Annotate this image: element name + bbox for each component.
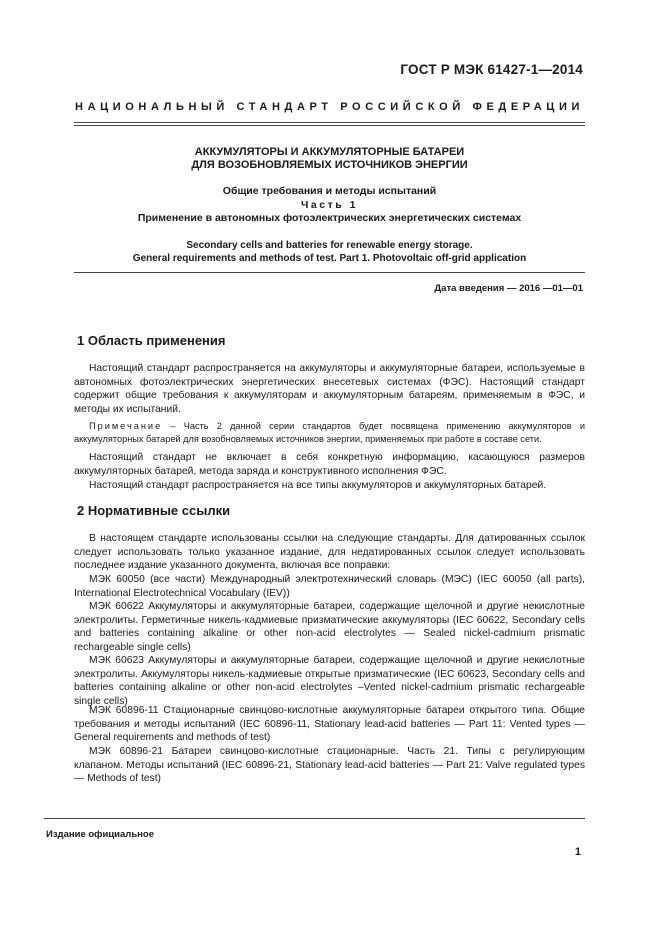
- subtitle-line3: Применение в автономных фотоэлектрических энергетических системах: [137, 212, 522, 224]
- main-title-line2: ДЛЯ ВОЗОБНОВЛЯЕМЫХ ИСТОЧНИКОВ ЭНЕРГИИ: [191, 159, 468, 171]
- standard-code: ГОСТ Р МЭК 61427-1—2014: [400, 62, 583, 77]
- english-title-line2: General requirements and methods of test. Part 1. Photovoltaic off-grid application: [132, 253, 527, 264]
- section1-paragraph-2: Настоящий стандарт не включает в себя конкретную информацию, касающуюся размеров аккумуляторных батарей, метода заряда и конструктивного исполнения ФЭС.: [74, 452, 585, 477]
- page-number: 1: [574, 846, 581, 858]
- section1-heading: 1 Область применения: [77, 333, 226, 348]
- normative-reference-iec-60622: МЭК 60622 Аккумуляторы и аккумуляторные батареи, содержащие щелочной и другие некислотные электролиты. Герметичные никель-кадмиевые призматические аккумуляторы (IEC 60622, Secondary cells and batteries containing alkaline or other non-acid electrolytes — Sealed nickel-cadmium prismatic rechargeable single cells): [74, 601, 585, 653]
- section1-paragraph-1: Настоящий стандарт распространяется на аккумуляторы и аккумуляторные батареи, используемые в автономных фотоэлектрических энергетических внесетевых системах (ФЭС). Настоящий стандарт содержит общие требования к аккумуляторам и аккумуляторным батареям, применяемым в ФЭС, и методы их испытаний.: [74, 363, 585, 415]
- section2-paragraph-1: В настоящем стандарте использованы ссылки на следующие стандарты. Для датированных ссылок следует использовать только указанное издание, для недатированных ссылок следует использовать последнее издание указанного документа, включая все поправки:: [74, 533, 585, 572]
- subtitle-part: Часть 1: [301, 198, 358, 211]
- header-rule-top: [74, 122, 585, 123]
- subtitle: [74, 185, 585, 226]
- normative-reference-iec-60623: МЭК 60623 Аккумуляторы и аккумуляторные батареи, содержащие щелочной и другие некислотные электролиты. Аккумуляторы никель-кадмиевые открытые призматические (IEC 60623, Secondary cells and batteries containing alkaline or other non-acid electrolytes –Vented nickel-cadmium prismatic rechargeable single cells): [74, 655, 585, 707]
- section2-heading: 2 Нормативные ссылки: [77, 503, 231, 518]
- introduction-date: Дата введения — 2016 —01—01: [434, 283, 583, 294]
- main-title-line1: АККУМУЛЯТОРЫ И АККУМУЛЯТОРНЫЕ БАТАРЕИ: [194, 146, 465, 158]
- english-title-line1: Secondary cells and batteries for renewable energy storage.: [186, 240, 473, 251]
- main-title: [74, 146, 585, 172]
- note-text: – Часть 2 данной серии стандартов будет посвящена применению аккумуляторов и аккумуляторных батарей для возобновляемых источников энергии, применяемых при работе в составе сети.: [74, 421, 585, 444]
- title-rule: [74, 272, 585, 273]
- normative-reference-iec-60050: МЭК 60050 (все части) Международный электротехнический словарь (МЭС) (IEC 60050 (all parts), International Electrotechnical Vocabulary (IEV)): [74, 574, 585, 599]
- national-standard-banner: НАЦИОНАЛЬНЫЙ СТАНДАРТ РОССИЙСКОЙ ФЕДЕРАЦИИ: [75, 101, 584, 113]
- official-edition-label: Издание официальное: [46, 829, 154, 840]
- footer-rule: [44, 818, 585, 819]
- normative-reference-iec-60896-11: МЭК 60896-11 Стационарные свинцово-кислотные аккумуляторные батареи открытого типа. Общие требования и методы испытаний (IEC 60896-11, Stationary lead-acid batteries — Part 11: Vented types — General requirements and methods of test): [74, 705, 585, 744]
- note-label: Примечание: [89, 421, 163, 431]
- section1-paragraph-3: Настоящий стандарт распространяется на все типы аккумуляторов и аккумуляторных батарей.: [89, 480, 547, 491]
- header-rule-bottom: [74, 125, 585, 126]
- subtitle-line1: Общие требования и методы испытаний: [222, 185, 437, 197]
- english-title: [74, 239, 585, 265]
- section1-note: [74, 420, 585, 445]
- normative-reference-iec-60896-21: МЭК 60896-21 Батареи свинцово-кислотные стационарные. Часть 21. Типы с регулирующим клапаном. Методы испытаний (IEC 60896-21, Stationary lead-acid batteries — Part 21: Valve regulated types — Methods of test): [74, 746, 585, 785]
